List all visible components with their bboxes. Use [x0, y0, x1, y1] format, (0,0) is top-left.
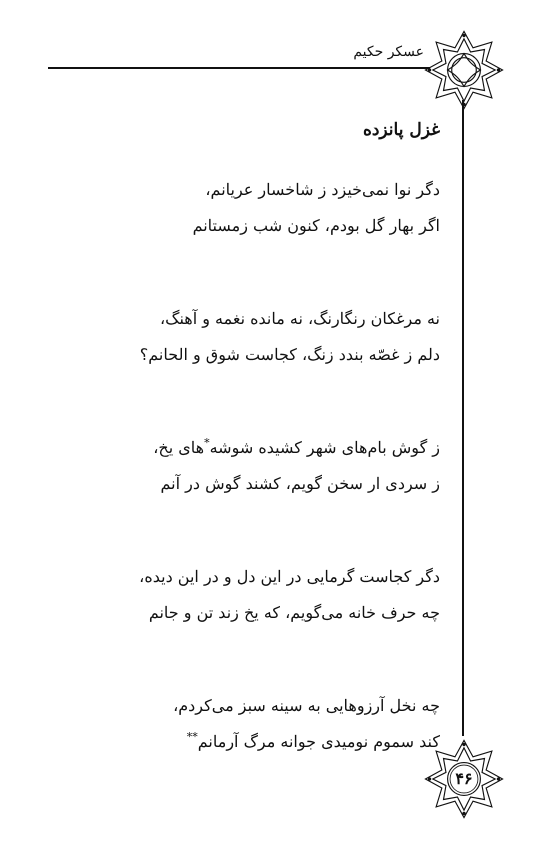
header-rule: [48, 67, 430, 69]
poem-body: [100, 172, 440, 817]
stanza: [100, 559, 440, 631]
verse-line: [100, 724, 440, 760]
verse-line: دلم ز غصّه بندد زنگ، کجاست شوق و الحانم؟: [139, 345, 440, 364]
verse-text: کند سموم نومیدی جوانه مرگ آرمانم: [197, 732, 440, 751]
running-header-author: عسکر حکیم: [353, 44, 424, 60]
stanza: [100, 430, 440, 502]
ornament-top-icon: [423, 29, 505, 111]
verse-line: نه مرغکان رنگارنگ، نه مانده نغمه و آهنگ،: [159, 309, 440, 328]
stanza: [100, 301, 440, 373]
verse-line: دگر کجاست گرمایی در این دل و در این دیده،: [139, 567, 440, 586]
verse-text: ز گوش بام‌های شهر کشیده شوشه: [209, 438, 440, 457]
footnote-marker: *: [204, 436, 210, 450]
verse-line: [100, 430, 440, 466]
verse-line: چه حرف خانه می‌گویم، که یخ زند تن و جانم: [148, 603, 440, 622]
verse-line: اگر بهار گل بودم، کنون شب زمستانم: [192, 216, 440, 235]
page-number: ۴۶: [455, 769, 473, 788]
margin-rule: [462, 100, 464, 736]
verse-line: دگر نوا نمی‌خیزد ز شاخسار عریانم،: [205, 180, 440, 199]
footnote-marker: **: [186, 730, 198, 744]
stanza: [100, 172, 440, 244]
verse-line: ز سردی ار سخن گویم، کشند گوش در آنم: [160, 474, 440, 493]
verse-line: چه نخل آرزوهایی به سینه سبز می‌کردم،: [173, 696, 440, 715]
verse-text: های یخ،: [153, 438, 205, 457]
poem-title: غزل پانزده: [362, 120, 440, 140]
stanza: [100, 688, 440, 760]
